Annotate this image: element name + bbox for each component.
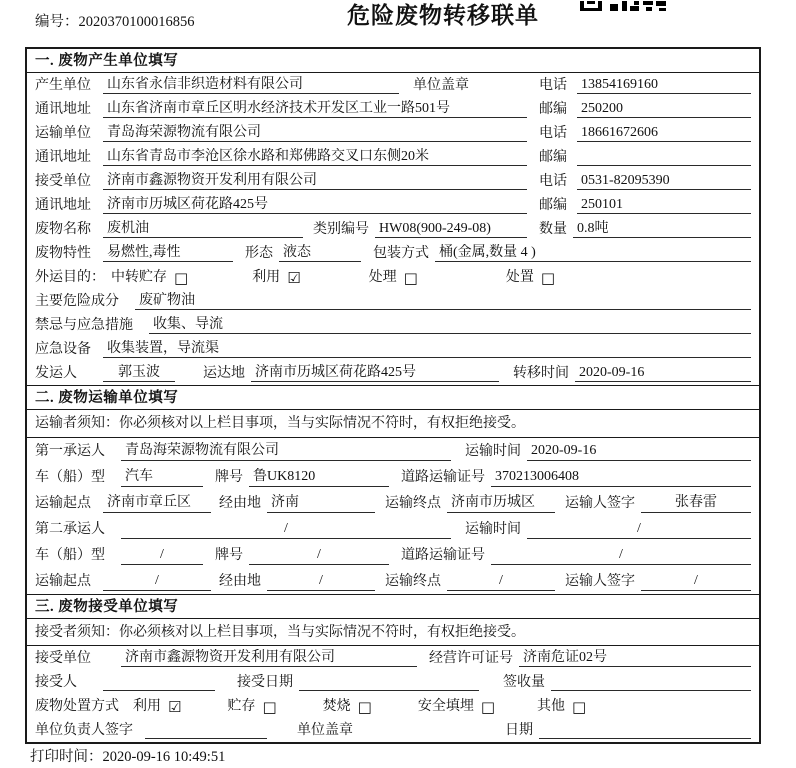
checkbox-icon: □ <box>357 698 372 717</box>
row-purpose <box>27 265 759 289</box>
hazard-component-value: 废矿物油 <box>135 292 751 311</box>
disposal-option-storage <box>227 698 276 716</box>
transport-zip-group <box>539 149 751 167</box>
plate-label: 牌号 <box>215 470 243 486</box>
origin-label: 运输起点 <box>35 574 91 590</box>
phone-value: 18661672606 <box>577 124 751 143</box>
accept-date-label: 接受日期 <box>237 674 293 690</box>
zip-label: 邮编 <box>539 197 567 213</box>
transporter-sign-value: / <box>641 572 751 591</box>
zip-label: 邮编 <box>539 101 567 117</box>
second-carrier-value: / <box>121 520 451 539</box>
destination-label: 运达地 <box>203 365 245 381</box>
transport-time-value: 2020-09-16 <box>527 442 751 461</box>
taboo-measures-label: 禁忌与应急措施 <box>35 317 133 333</box>
zip-value: 250101 <box>577 196 751 215</box>
unit-seal-label: 单位盖章 <box>297 722 353 738</box>
receiver-phone-group <box>539 172 751 191</box>
via-value: 济南 <box>267 494 375 513</box>
unit-seal-label: 单位盖章 <box>413 77 469 93</box>
page-title: 危险废物转移联单 <box>347 3 539 28</box>
recipient-label: 接受人 <box>35 674 77 690</box>
transport-time-value: / <box>527 520 751 539</box>
vehicle-type-value: / <box>121 546 203 565</box>
plate-value: / <box>249 546 389 565</box>
phone-label: 电话 <box>539 173 567 189</box>
quantity-value: 0.8吨 <box>573 220 751 239</box>
address-label: 通讯地址 <box>35 149 91 165</box>
waste-trait-value: 易燃性,毒性 <box>103 244 233 263</box>
shipper-label: 发运人 <box>35 365 77 381</box>
vehicle-type-label: 车（船）型 <box>35 548 105 564</box>
terminus-value: / <box>447 572 555 591</box>
via-value: / <box>267 572 375 591</box>
first-carrier-label: 第一承运人 <box>35 444 105 460</box>
option-label: 贮存 <box>227 698 256 714</box>
quantity-label: 数量 <box>539 221 567 237</box>
row-emergency-equipment <box>27 337 759 361</box>
producer-phone-group <box>539 76 751 95</box>
row-producer-address <box>27 97 759 121</box>
phone-value: 13854169160 <box>577 76 751 95</box>
row-shipper <box>27 361 759 385</box>
terminus-value: 济南市历城区 <box>447 494 555 513</box>
qr-code-partial-icon <box>580 0 666 11</box>
received-amount-label: 签收量 <box>503 674 545 690</box>
row-waste-name <box>27 217 759 241</box>
transport-time-label: 运输时间 <box>465 522 521 538</box>
origin-label: 运输起点 <box>35 496 91 512</box>
category-label: 类别编号 <box>313 221 369 237</box>
origin-value: 济南市章丘区 <box>103 494 211 513</box>
phone-label: 电话 <box>539 77 567 93</box>
received-amount-value-blank <box>551 674 751 691</box>
row-transport-address <box>27 145 759 169</box>
responsible-sign-label: 单位负责人签字 <box>35 722 133 738</box>
checkbox-icon: □ <box>174 269 189 288</box>
plate-label: 牌号 <box>215 548 243 564</box>
producer-zip-group <box>539 100 751 119</box>
packing-label: 包装方式 <box>373 245 429 261</box>
destination-value: 济南市历城区荷花路425号 <box>251 364 499 383</box>
form-value: 液态 <box>279 244 361 263</box>
print-time-label: 打印时间： <box>30 749 103 765</box>
terminus-label: 运输终点 <box>385 496 441 512</box>
option-label: 安全填埋 <box>417 698 474 714</box>
purpose-option-transfer-storage <box>111 269 188 287</box>
checkbox-icon: □ <box>403 269 418 288</box>
section3-notice: 接受者须知：你必须核对以上栏目事项，当与实际情况不符时，有权拒绝接受。 <box>27 619 759 647</box>
option-label: 利用 <box>133 698 161 714</box>
packing-value: 桶(金属,数量 4 ) <box>435 244 751 263</box>
accept-date-value-blank <box>299 674 479 691</box>
road-license-label: 道路运输证号 <box>401 470 485 486</box>
address-label: 通讯地址 <box>35 197 91 213</box>
transport-unit-label: 运输单位 <box>35 125 91 141</box>
transporter-sign-value: 张春雷 <box>641 494 751 513</box>
section2-heading: 二. 废物运输单位填写 <box>27 385 759 410</box>
plate-value: 鲁UK8120 <box>249 468 389 487</box>
row-accept-unit <box>27 646 759 670</box>
disposal-option-landfill <box>418 698 495 716</box>
vehicle-type-label: 车（船）型 <box>35 470 105 486</box>
taboo-measures-value: 收集、导流 <box>149 316 751 335</box>
disposal-option-incinerate <box>323 698 372 716</box>
purpose-option-utilize <box>252 269 300 287</box>
transport-phone-group <box>539 124 751 143</box>
checkbox-icon: □ <box>262 698 277 717</box>
transporter-sign-label: 运输人签字 <box>565 574 635 590</box>
purpose-option-treat <box>369 269 418 287</box>
transfer-time-value: 2020-09-16 <box>575 364 751 383</box>
option-label: 焚烧 <box>322 698 351 714</box>
producer-label: 产生单位 <box>35 77 91 93</box>
print-time-value: 2020-09-16 10:49:51 <box>102 749 226 765</box>
zip-label: 邮编 <box>539 149 567 165</box>
recipient-value-blank <box>103 674 215 691</box>
disposal-option-utilize <box>133 698 181 716</box>
checkbox-checked-icon: ☑ <box>168 698 182 717</box>
form-label: 形态 <box>245 245 273 261</box>
vehicle-type-value: 汽车 <box>121 468 203 487</box>
producer-value: 山东省永信非织造材料有限公司 <box>103 76 399 95</box>
terminus-label: 运输终点 <box>385 574 441 590</box>
section1-heading: 一. 废物产生单位填写 <box>27 49 759 73</box>
emergency-equipment-label: 应急设备 <box>35 341 91 357</box>
row-waste-trait <box>27 241 759 265</box>
disposal-option-other <box>537 698 586 716</box>
section2-notice: 运输者须知：你必须核对以上栏目事项，当与实际情况不符时，有权拒绝接受。 <box>27 410 759 438</box>
receiver-unit-value: 济南市鑫源物资开发利用有限公司 <box>103 172 527 191</box>
checkbox-checked-icon: ☑ <box>287 269 301 288</box>
checkbox-icon: □ <box>540 269 556 288</box>
print-time <box>30 748 225 766</box>
option-label: 中转贮存 <box>111 269 167 285</box>
row-responsible-sign <box>27 718 759 742</box>
section3-heading: 三. 废物接受单位填写 <box>27 594 759 619</box>
road-license-label: 道路运输证号 <box>401 548 485 564</box>
road-license-value: / <box>491 546 751 565</box>
zip-value: 250200 <box>577 100 751 119</box>
row-disposal-method <box>27 694 759 718</box>
doc-number-label: 编号： <box>35 14 79 30</box>
option-label: 利用 <box>252 269 281 285</box>
hazard-component-label: 主要危险成分 <box>35 293 119 309</box>
origin-value: / <box>103 572 211 591</box>
via-label: 经由地 <box>219 496 261 512</box>
manifest-form-table <box>25 47 761 744</box>
row-producer <box>27 73 759 97</box>
checkbox-icon: □ <box>480 698 496 717</box>
waste-name-value: 废机油 <box>103 220 303 239</box>
via-label: 经由地 <box>219 574 261 590</box>
row-receiver-address <box>27 193 759 217</box>
option-label: 处理 <box>368 269 397 285</box>
row-vehicle-1 <box>27 464 759 490</box>
permit-label: 经营许可证号 <box>429 650 513 666</box>
checkbox-icon: □ <box>572 698 587 717</box>
purpose-option-dispose <box>506 269 555 287</box>
first-carrier-value: 青岛海荣源物流有限公司 <box>121 442 451 461</box>
document-header <box>0 0 796 46</box>
waste-name-label: 废物名称 <box>35 221 91 237</box>
receiver-zip-group <box>539 196 751 215</box>
option-label: 其他 <box>537 698 566 714</box>
address-value: 济南市历城区荷花路425号 <box>103 196 527 215</box>
disposal-method-label: 废物处置方式 <box>35 698 119 714</box>
category-value: HW08(900-249-08) <box>375 220 527 239</box>
phone-label: 电话 <box>539 125 567 141</box>
road-license-value: 370213006408 <box>491 468 751 487</box>
purpose-label: 外运目的： <box>35 269 105 285</box>
row-vehicle-2 <box>27 542 759 568</box>
row-hazard-component <box>27 289 759 313</box>
row-first-carrier <box>27 438 759 464</box>
row-recipient <box>27 670 759 694</box>
transfer-time-label: 转移时间 <box>513 365 569 381</box>
row-second-carrier <box>27 516 759 542</box>
accept-unit-label: 接受单位 <box>35 650 91 666</box>
row-route-1 <box>27 490 759 516</box>
transport-time-label: 运输时间 <box>465 444 521 460</box>
row-route-2 <box>27 568 759 594</box>
emergency-equipment-value: 收集装置，导流渠 <box>103 340 751 359</box>
transport-unit-value: 青岛海荣源物流有限公司 <box>103 124 527 143</box>
doc-number-value: 2020370100016856 <box>78 14 195 30</box>
row-receiver-unit <box>27 169 759 193</box>
address-label: 通讯地址 <box>35 101 91 117</box>
transporter-sign-label: 运输人签字 <box>565 496 635 512</box>
phone-value: 0531-82095390 <box>577 172 751 191</box>
row-transport-unit <box>27 121 759 145</box>
accept-unit-value: 济南市鑫源物资开发利用有限公司 <box>121 649 417 668</box>
date-label: 日期 <box>505 722 533 738</box>
waste-trait-label: 废物特性 <box>35 245 91 261</box>
option-label: 处置 <box>505 269 534 285</box>
date-value-blank <box>539 722 751 739</box>
address-value: 山东省青岛市李沧区徐水路和郑佛路交叉口东侧20米 <box>103 148 527 167</box>
permit-value: 济南危证02号 <box>519 649 751 668</box>
receiver-unit-label: 接受单位 <box>35 173 91 189</box>
second-carrier-label: 第二承运人 <box>35 522 105 538</box>
zip-value-blank <box>577 149 751 166</box>
responsible-sign-value-blank <box>145 722 267 739</box>
row-taboo-measures <box>27 313 759 337</box>
address-value: 山东省济南市章丘区明水经济技术开发区工业一路501号 <box>103 100 527 119</box>
shipper-value: 郭玉波 <box>103 364 175 383</box>
